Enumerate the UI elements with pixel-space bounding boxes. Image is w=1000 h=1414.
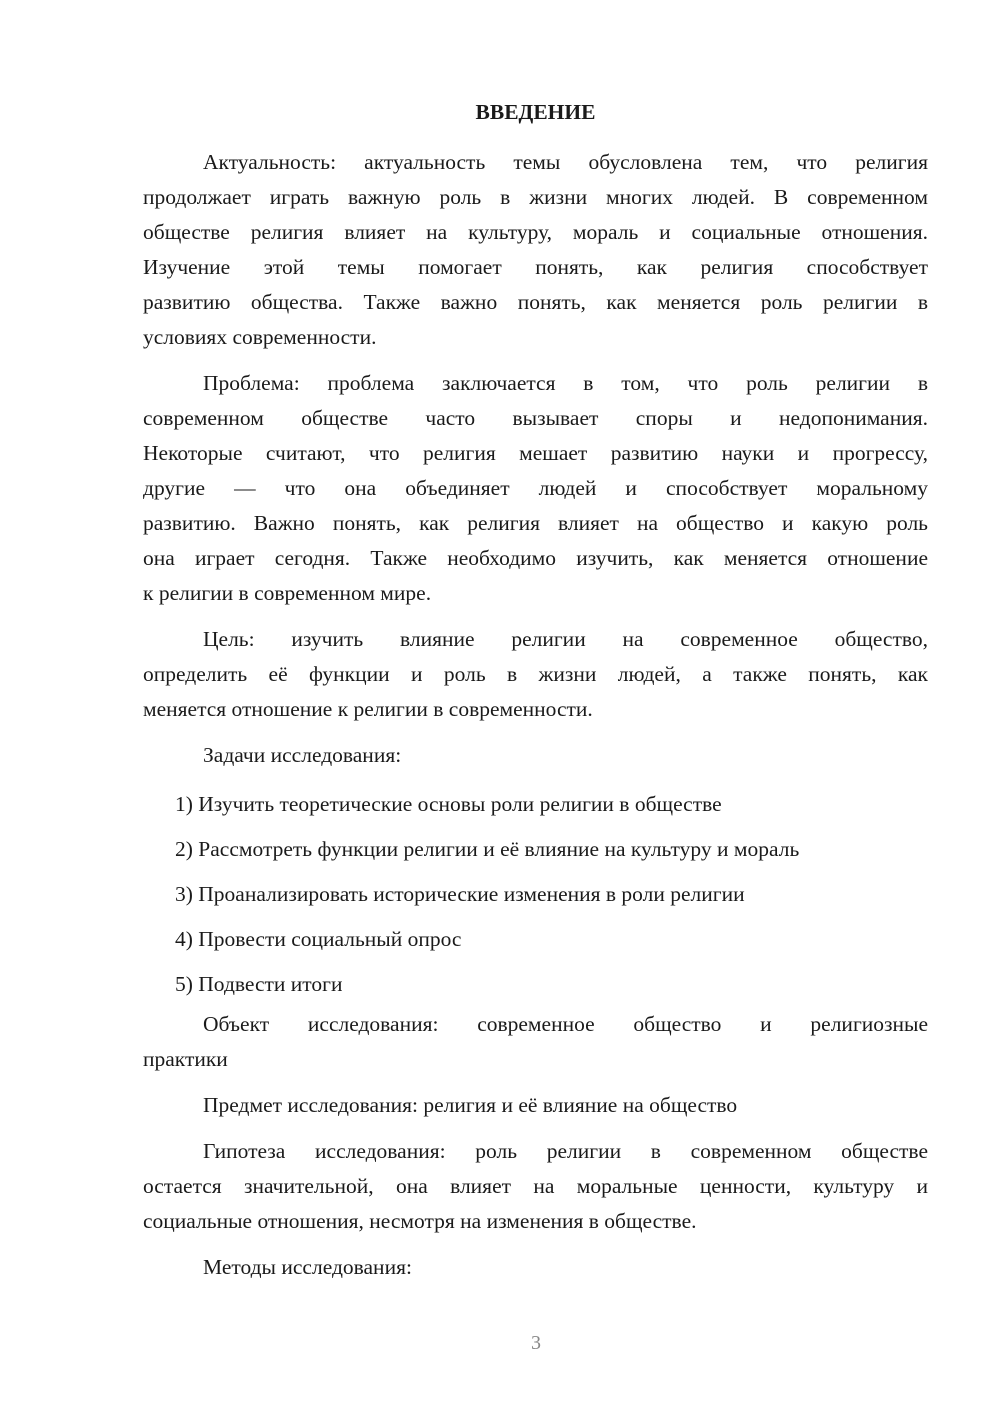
list-item: 3) Проанализировать исторические изменения в роли религии <box>175 882 745 906</box>
text-line: социальные отношения, несмотря на изменения в обществе. <box>143 1209 697 1233</box>
list-item: 5) Подвести итоги <box>175 972 343 996</box>
text-line: условиях современности. <box>143 325 377 349</box>
paragraph-goal <box>143 622 928 727</box>
document-page <box>143 95 928 1296</box>
text-line: Задачи исследования: <box>203 743 402 767</box>
text-line: Цель: изучить влияние религии на современное общество, <box>203 627 928 651</box>
text-line: к религии в современном мире. <box>143 581 432 605</box>
text-line: практики <box>143 1047 228 1071</box>
text-line: Предмет исследования: религия и её влияние на общество <box>203 1093 738 1117</box>
paragraph-relevance <box>143 145 928 355</box>
tasks-heading <box>143 738 928 773</box>
text-line: развитию. Важно понять, как религия влияет на общество и какую роль <box>143 511 928 535</box>
text-line: она играет сегодня. Также необходимо изучить, как меняется отношение <box>143 546 928 570</box>
text-line: развитию общества. Также важно понять, как меняется роль религии в <box>143 290 928 314</box>
list-item: 1) Изучить теоретические основы роли религии в обществе <box>175 792 722 816</box>
text-line: остается значительной, она влияет на моральные ценности, культуру и <box>143 1174 928 1198</box>
text-line: другие — что она объединяет людей и способствует моральному <box>143 476 928 500</box>
text-line: продолжает играть важную роль в жизни многих людей. В современном <box>143 185 928 209</box>
text-line: обществе религия влияет на культуру, мораль и социальные отношения. <box>143 220 928 244</box>
text-line: Актуальность: актуальность темы обусловлена тем, что религия <box>203 150 928 174</box>
text-line: современном обществе часто вызывает споры и недопонимания. <box>143 406 928 430</box>
text-line: Изучение этой темы помогает понять, как религия способствует <box>143 255 928 279</box>
paragraph-object <box>143 1007 928 1077</box>
text-line: определить её функции и роль в жизни людей, а также понять, как <box>143 662 928 686</box>
page-number: 3 <box>531 1332 541 1354</box>
paragraph-hypothesis <box>143 1134 928 1239</box>
paragraph-subject <box>143 1088 928 1123</box>
list-item: 4) Провести социальный опрос <box>175 927 462 951</box>
paragraph-problem <box>143 366 928 611</box>
list-item: 2) Рассмотреть функции религии и её влияние на культуру и мораль <box>175 837 800 861</box>
methods-heading <box>143 1250 928 1285</box>
text-line: Гипотеза исследования: роль религии в современном обществе <box>203 1139 928 1163</box>
text-line: меняется отношение к религии в современности. <box>143 697 593 721</box>
text-line: Проблема: проблема заключается в том, что роль религии в <box>203 371 928 395</box>
text-line: Методы исследования: <box>203 1255 412 1279</box>
tasks-list <box>143 782 928 1007</box>
text-line: Некоторые считают, что религия мешает развитию науки и прогрессу, <box>143 441 928 465</box>
text-line: Объект исследования: современное общество и религиозные <box>203 1012 928 1036</box>
page-title: ВВЕДЕНИЕ <box>475 100 596 124</box>
